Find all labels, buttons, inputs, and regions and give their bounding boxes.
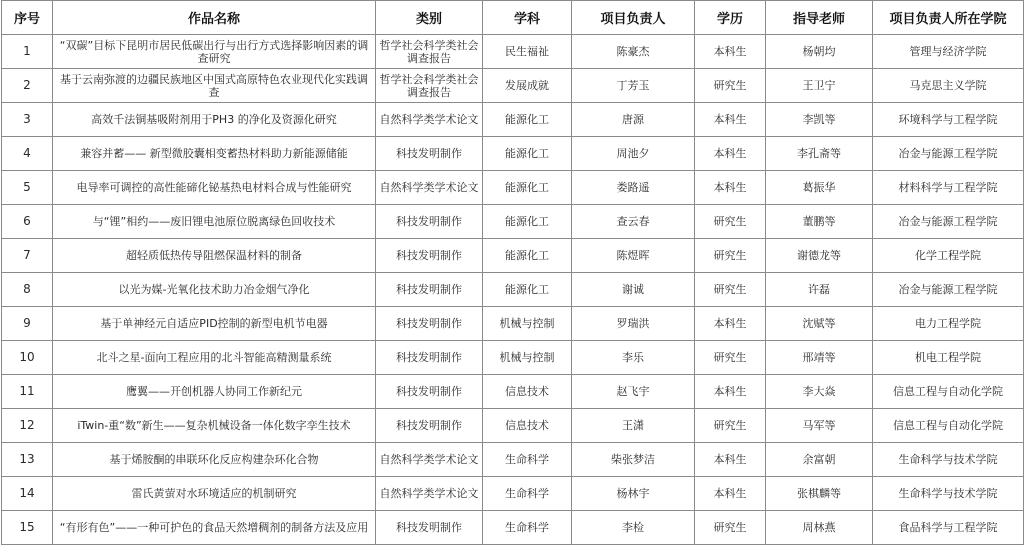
degree-cell: 研究生 bbox=[695, 205, 766, 239]
advisor-cell: 周林燕 bbox=[766, 511, 873, 545]
category-cell: 科技发明制作 bbox=[376, 137, 483, 171]
college-cell: 管理与经济学院 bbox=[873, 35, 1024, 69]
table-header-row bbox=[2, 1, 1024, 35]
discipline-cell: 生命科学 bbox=[483, 443, 572, 477]
degree-cell: 研究生 bbox=[695, 69, 766, 103]
header-discipline: 学科 bbox=[483, 1, 572, 35]
advisor-cell: 王卫宁 bbox=[766, 69, 873, 103]
advisor-cell: 董鹏等 bbox=[766, 205, 873, 239]
project-title-cell: 基于云南弥渡的边疆民族地区中国式高原特色农业现代化实践调查 bbox=[53, 69, 376, 103]
advisor-cell: 李大焱 bbox=[766, 375, 873, 409]
category-cell: 科技发明制作 bbox=[376, 273, 483, 307]
header-advisor: 指导老师 bbox=[766, 1, 873, 35]
degree-cell: 研究生 bbox=[695, 273, 766, 307]
row-index-cell: 4 bbox=[2, 137, 53, 171]
category-cell: 自然科学类学术论文 bbox=[376, 103, 483, 137]
category-cell: 科技发明制作 bbox=[376, 511, 483, 545]
advisor-cell: 沈赋等 bbox=[766, 307, 873, 341]
table-body bbox=[2, 35, 1024, 545]
header-leader: 项目负责人 bbox=[572, 1, 695, 35]
row-index-cell: 14 bbox=[2, 477, 53, 511]
discipline-cell: 信息技术 bbox=[483, 375, 572, 409]
project-leader-cell: 王潇 bbox=[572, 409, 695, 443]
project-title-cell: 电导率可调控的高性能碲化铋基热电材料合成与性能研究 bbox=[53, 171, 376, 205]
discipline-cell: 能源化工 bbox=[483, 273, 572, 307]
degree-cell: 本科生 bbox=[695, 171, 766, 205]
row-index-cell: 13 bbox=[2, 443, 53, 477]
category-cell: 科技发明制作 bbox=[376, 239, 483, 273]
project-title-cell: 与“锂”相约——废旧锂电池原位脱离绿色回收技术 bbox=[53, 205, 376, 239]
project-leader-cell: 李检 bbox=[572, 511, 695, 545]
project-title-cell: 北斗之星-面向工程应用的北斗智能高精测量系统 bbox=[53, 341, 376, 375]
category-cell: 自然科学类学术论文 bbox=[376, 477, 483, 511]
project-title-cell: iTwin-重“数”新生——复杂机械设备一体化数字孪生技术 bbox=[53, 409, 376, 443]
college-cell: 化学工程学院 bbox=[873, 239, 1024, 273]
advisor-cell: 葛振华 bbox=[766, 171, 873, 205]
project-title-cell: 以光为媒-光氧化技术助力冶金烟气净化 bbox=[53, 273, 376, 307]
project-leader-cell: 查云春 bbox=[572, 205, 695, 239]
advisor-cell: 马军等 bbox=[766, 409, 873, 443]
category-cell: 科技发明制作 bbox=[376, 341, 483, 375]
table-row bbox=[2, 35, 1024, 69]
table-row bbox=[2, 511, 1024, 545]
project-title-cell: “双碳”目标下昆明市居民低碳出行与出行方式选择影响因素的调查研究 bbox=[53, 35, 376, 69]
project-title-cell: 超轻质低热传导阻燃保温材料的制备 bbox=[53, 239, 376, 273]
college-cell: 材料科学与工程学院 bbox=[873, 171, 1024, 205]
project-title-cell: 鹰翼——开创机器人协同工作新纪元 bbox=[53, 375, 376, 409]
row-index-cell: 11 bbox=[2, 375, 53, 409]
degree-cell: 本科生 bbox=[695, 307, 766, 341]
college-cell: 冶金与能源工程学院 bbox=[873, 273, 1024, 307]
table-row bbox=[2, 171, 1024, 205]
table-row bbox=[2, 341, 1024, 375]
project-leader-cell: 娄路遥 bbox=[572, 171, 695, 205]
row-index-cell: 9 bbox=[2, 307, 53, 341]
row-index-cell: 6 bbox=[2, 205, 53, 239]
table-row bbox=[2, 409, 1024, 443]
table-row bbox=[2, 443, 1024, 477]
advisor-cell: 余富朝 bbox=[766, 443, 873, 477]
project-title-cell: 基于单神经元自适应PID控制的新型电机节电器 bbox=[53, 307, 376, 341]
table-row bbox=[2, 273, 1024, 307]
project-leader-cell: 罗瑞洪 bbox=[572, 307, 695, 341]
advisor-cell: 张棋麟等 bbox=[766, 477, 873, 511]
advisor-cell: 邢靖等 bbox=[766, 341, 873, 375]
project-leader-cell: 唐源 bbox=[572, 103, 695, 137]
header-index: 序号 bbox=[2, 1, 53, 35]
college-cell: 信息工程与自动化学院 bbox=[873, 375, 1024, 409]
discipline-cell: 信息技术 bbox=[483, 409, 572, 443]
project-title-cell: 兼容并蓄—— 新型微胶囊相变蓄热材料助力新能源储能 bbox=[53, 137, 376, 171]
project-leader-cell: 柴张梦洁 bbox=[572, 443, 695, 477]
project-leader-cell: 陈煜晖 bbox=[572, 239, 695, 273]
header-category: 类别 bbox=[376, 1, 483, 35]
degree-cell: 本科生 bbox=[695, 443, 766, 477]
advisor-cell: 李凯等 bbox=[766, 103, 873, 137]
row-index-cell: 5 bbox=[2, 171, 53, 205]
award-table bbox=[1, 0, 1024, 545]
project-leader-cell: 杨林宇 bbox=[572, 477, 695, 511]
college-cell: 机电工程学院 bbox=[873, 341, 1024, 375]
header-college: 项目负责人所在学院 bbox=[873, 1, 1024, 35]
project-title-cell: 雷氏黄萤对水环境适应的机制研究 bbox=[53, 477, 376, 511]
college-cell: 环境科学与工程学院 bbox=[873, 103, 1024, 137]
table-row bbox=[2, 375, 1024, 409]
table-row bbox=[2, 239, 1024, 273]
college-cell: 马克思主义学院 bbox=[873, 69, 1024, 103]
category-cell: 自然科学类学术论文 bbox=[376, 443, 483, 477]
degree-cell: 本科生 bbox=[695, 103, 766, 137]
advisor-cell: 杨朝均 bbox=[766, 35, 873, 69]
discipline-cell: 机械与控制 bbox=[483, 307, 572, 341]
discipline-cell: 民生福祉 bbox=[483, 35, 572, 69]
degree-cell: 本科生 bbox=[695, 375, 766, 409]
discipline-cell: 生命科学 bbox=[483, 477, 572, 511]
category-cell: 科技发明制作 bbox=[376, 375, 483, 409]
row-index-cell: 2 bbox=[2, 69, 53, 103]
header-title: 作品名称 bbox=[53, 1, 376, 35]
category-cell: 哲学社会科学类社会调查报告 bbox=[376, 69, 483, 103]
degree-cell: 研究生 bbox=[695, 341, 766, 375]
college-cell: 冶金与能源工程学院 bbox=[873, 137, 1024, 171]
discipline-cell: 能源化工 bbox=[483, 205, 572, 239]
category-cell: 科技发明制作 bbox=[376, 205, 483, 239]
table-row bbox=[2, 137, 1024, 171]
advisor-cell: 谢德龙等 bbox=[766, 239, 873, 273]
advisor-cell: 李孔斋等 bbox=[766, 137, 873, 171]
row-index-cell: 3 bbox=[2, 103, 53, 137]
college-cell: 信息工程与自动化学院 bbox=[873, 409, 1024, 443]
discipline-cell: 能源化工 bbox=[483, 137, 572, 171]
degree-cell: 研究生 bbox=[695, 409, 766, 443]
degree-cell: 研究生 bbox=[695, 239, 766, 273]
row-index-cell: 8 bbox=[2, 273, 53, 307]
header-degree: 学历 bbox=[695, 1, 766, 35]
college-cell: 电力工程学院 bbox=[873, 307, 1024, 341]
table-row bbox=[2, 205, 1024, 239]
project-leader-cell: 周池夕 bbox=[572, 137, 695, 171]
category-cell: 自然科学类学术论文 bbox=[376, 171, 483, 205]
category-cell: 科技发明制作 bbox=[376, 409, 483, 443]
discipline-cell: 机械与控制 bbox=[483, 341, 572, 375]
college-cell: 生命科学与技术学院 bbox=[873, 477, 1024, 511]
degree-cell: 本科生 bbox=[695, 35, 766, 69]
row-index-cell: 1 bbox=[2, 35, 53, 69]
row-index-cell: 10 bbox=[2, 341, 53, 375]
degree-cell: 本科生 bbox=[695, 137, 766, 171]
college-cell: 生命科学与技术学院 bbox=[873, 443, 1024, 477]
row-index-cell: 15 bbox=[2, 511, 53, 545]
project-title-cell: “有形有色”——一种可护色的食品天然增稠剂的制备方法及应用 bbox=[53, 511, 376, 545]
college-cell: 冶金与能源工程学院 bbox=[873, 205, 1024, 239]
discipline-cell: 发展成就 bbox=[483, 69, 572, 103]
project-title-cell: 基于烯胺酮的串联环化反应构建杂环化合物 bbox=[53, 443, 376, 477]
degree-cell: 研究生 bbox=[695, 511, 766, 545]
advisor-cell: 许磊 bbox=[766, 273, 873, 307]
project-leader-cell: 赵飞宇 bbox=[572, 375, 695, 409]
project-leader-cell: 丁芳玉 bbox=[572, 69, 695, 103]
table-row bbox=[2, 307, 1024, 341]
project-leader-cell: 谢诚 bbox=[572, 273, 695, 307]
discipline-cell: 生命科学 bbox=[483, 511, 572, 545]
row-index-cell: 12 bbox=[2, 409, 53, 443]
table-row bbox=[2, 103, 1024, 137]
row-index-cell: 7 bbox=[2, 239, 53, 273]
project-title-cell: 高效千法铜基吸附剂用于PH3 的净化及资源化研究 bbox=[53, 103, 376, 137]
project-leader-cell: 李乐 bbox=[572, 341, 695, 375]
discipline-cell: 能源化工 bbox=[483, 171, 572, 205]
table-row bbox=[2, 69, 1024, 103]
table-row bbox=[2, 477, 1024, 511]
category-cell: 哲学社会科学类社会调查报告 bbox=[376, 35, 483, 69]
discipline-cell: 能源化工 bbox=[483, 103, 572, 137]
project-leader-cell: 陈豪杰 bbox=[572, 35, 695, 69]
degree-cell: 本科生 bbox=[695, 477, 766, 511]
discipline-cell: 能源化工 bbox=[483, 239, 572, 273]
college-cell: 食品科学与工程学院 bbox=[873, 511, 1024, 545]
category-cell: 科技发明制作 bbox=[376, 307, 483, 341]
